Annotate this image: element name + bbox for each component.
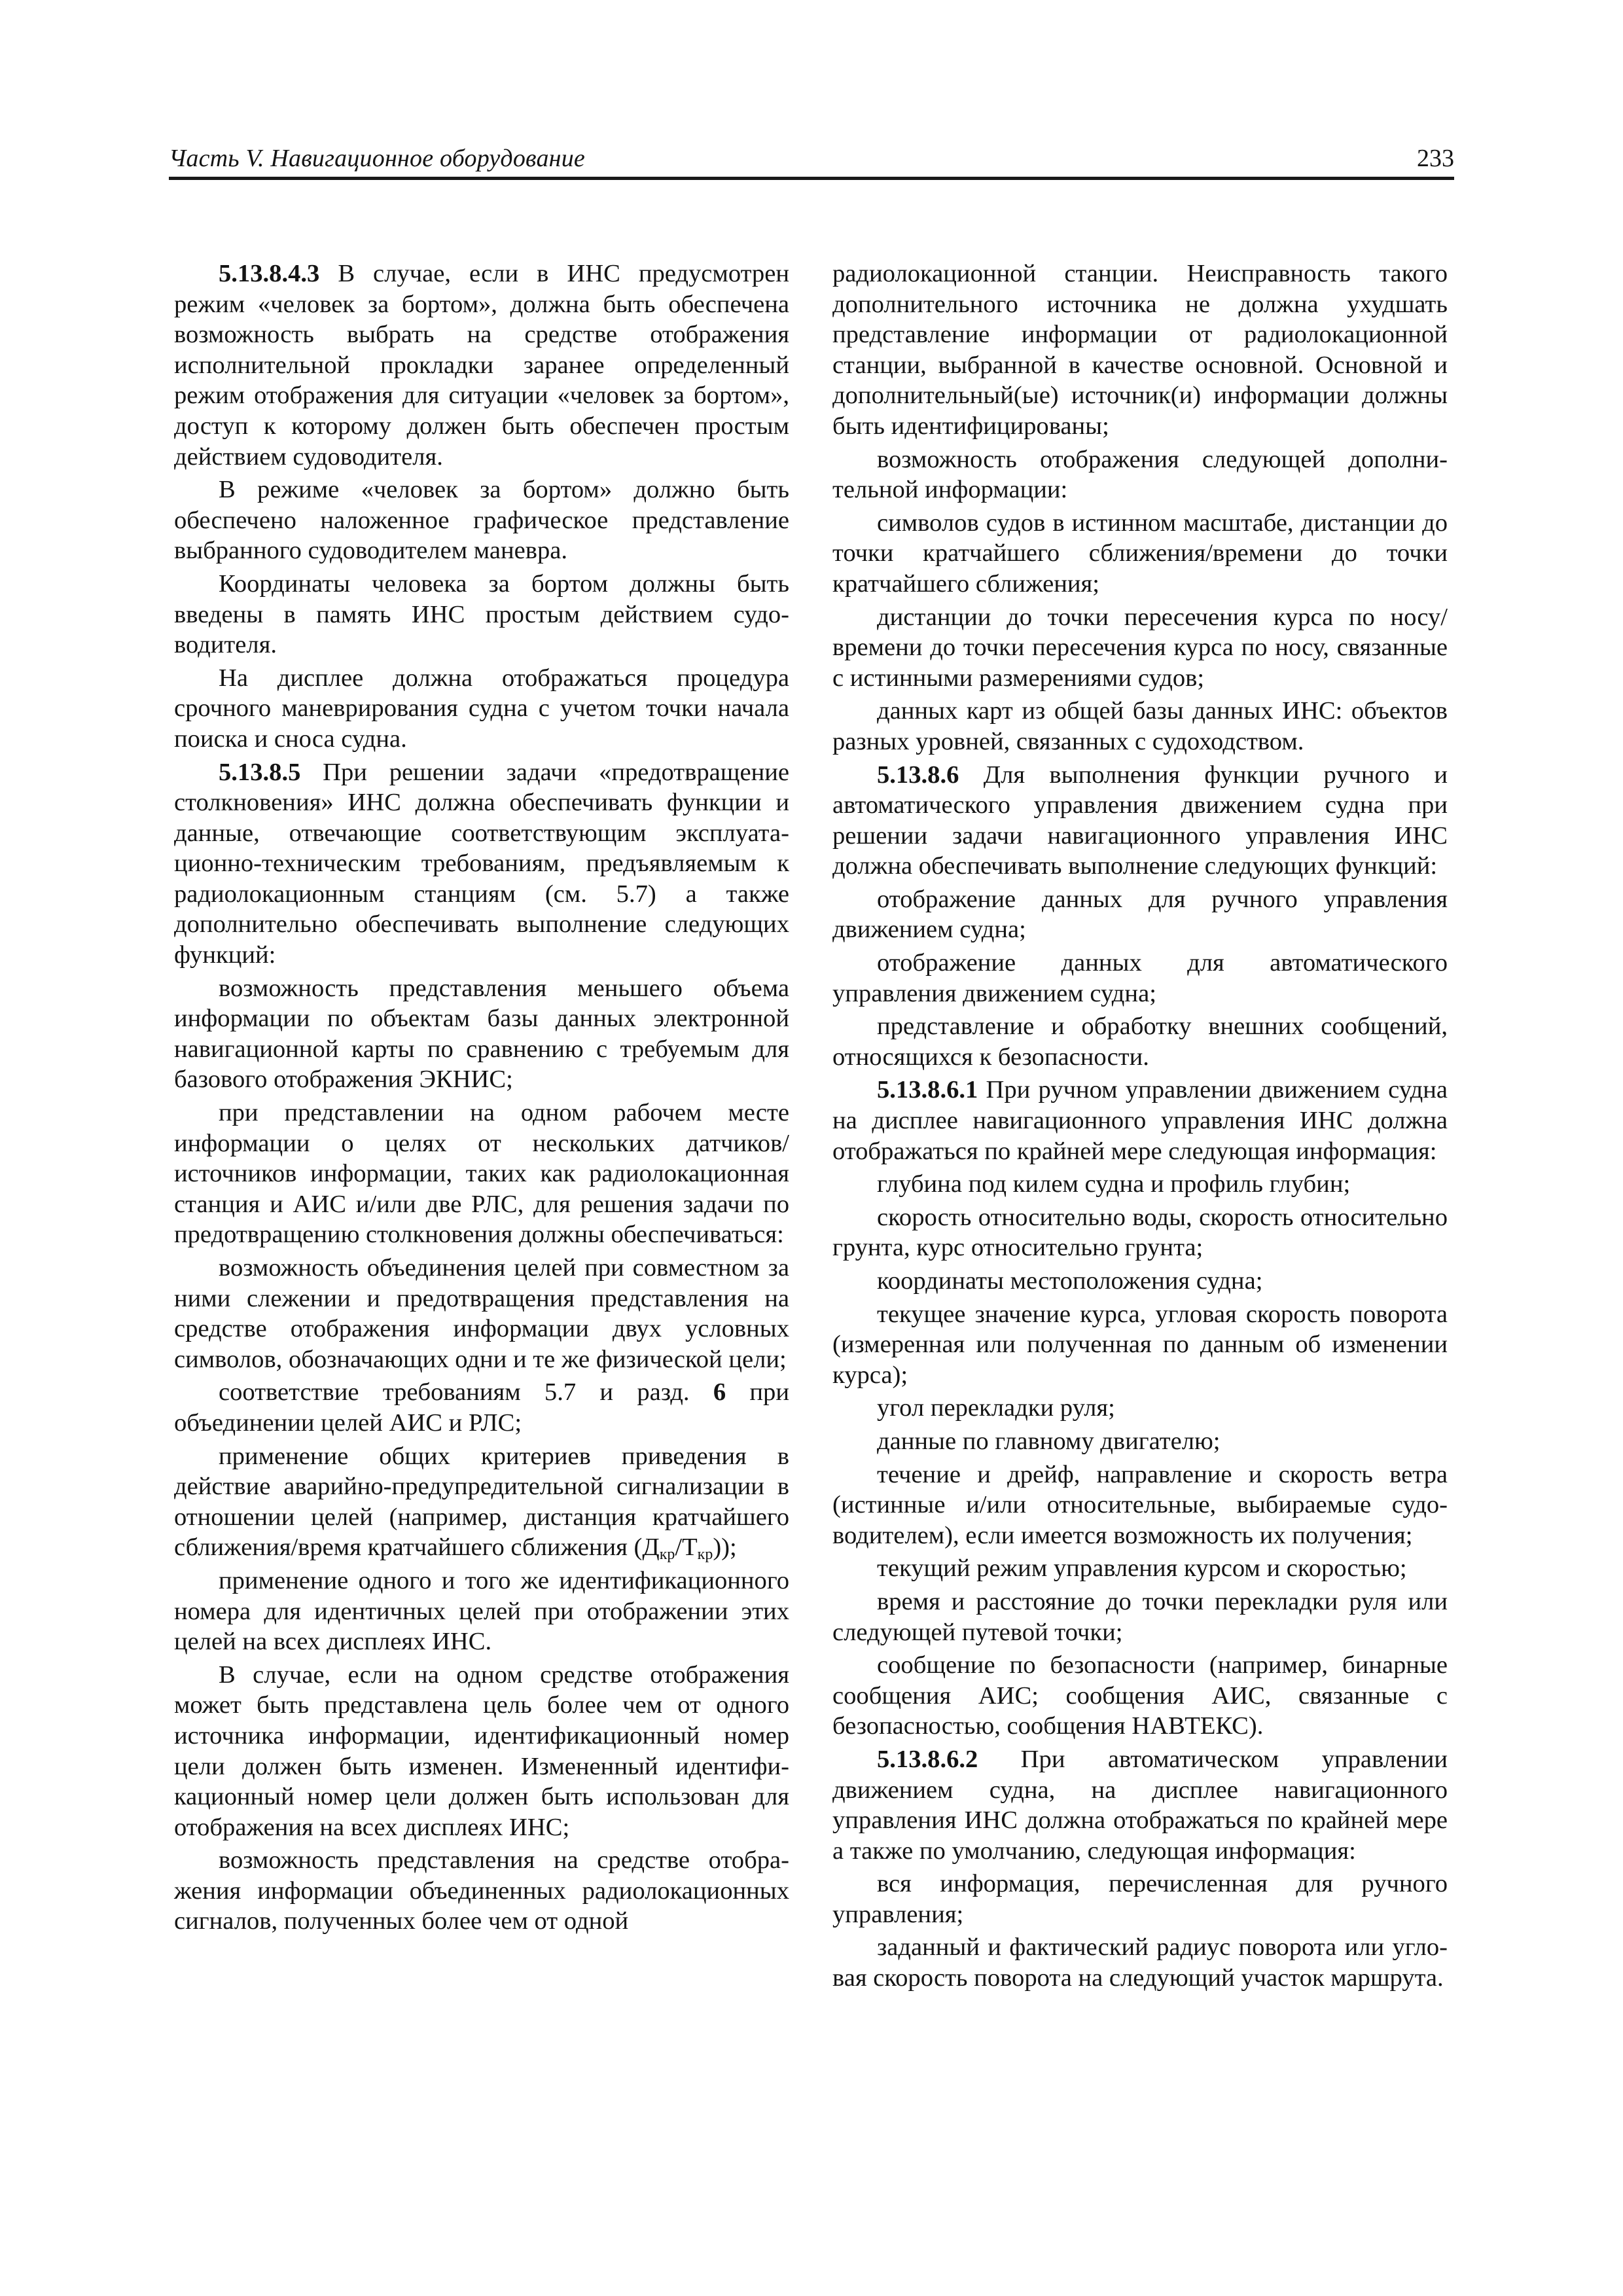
paragraph xyxy=(174,259,789,472)
paragraph xyxy=(832,760,1448,882)
paragraph: В случае, если на одном средстве отображения может быть представлена цель более чем от одного источника информации, идентификационный номер цели должен быть изменен. Измененный идентификационный номер цели должен быть использован для отображения на всех дисплеях ИНС; xyxy=(174,1660,789,1841)
paragraph: сообщение по безопасности (например, бинарные сообщения АИС; сообщения АИС, связанные с безопасностью, сообщения НАВТЕКС). xyxy=(832,1651,1448,1740)
paragraph-text: /Т xyxy=(675,1534,698,1562)
paragraph: возможность представления меньшего объема информации по объектам базы данных электронной навигационной карты по сравнению с требуемым для базового отображения ЭКНИС; xyxy=(174,974,789,1094)
paragraph: представление и обработку внешних сообщений, относящихся к безопасности. xyxy=(832,1013,1448,1071)
paragraph: данные по главному двигателю; xyxy=(877,1427,1221,1455)
section-number: 5.13.8.6.1 xyxy=(877,1076,978,1104)
section-number: 5.13.8.5 xyxy=(219,758,301,786)
paragraph-text: При решении задачи «предотвращение столкновения» ИНС должна обеспечивать функции и данные, отвечающие соответствующим эксплуатационно-техническим требованиям, предъявляемым к радиолокационным станциям (см. 5.7) а также дополнительно обеспечивать выполнение следующих функций: xyxy=(174,758,789,969)
paragraph: отображение данных для ручного управления движением судна; xyxy=(832,885,1448,944)
paragraph: течение и дрейф, направление и скорость ветра (истинные и/или относительные, выбираемые судоводителем), если имеется возможность их получения; xyxy=(832,1460,1448,1549)
subscript: кр xyxy=(697,1546,713,1564)
left-column xyxy=(174,259,789,1939)
paragraph: возможность представления на средстве отображения информации объединенных радиолокационных сигналов, полученных более чем от одной xyxy=(174,1846,789,1935)
paragraph: отображение данных для автоматического управления движением судна; xyxy=(832,949,1448,1007)
paragraph: время и расстояние до точки перекладки руля или следующей путевой точки; xyxy=(832,1587,1448,1646)
paragraph: скорость относительно воды, скорость относительно грунта, курс относительно грунта; xyxy=(832,1203,1448,1262)
section-number: 5.13.8.6 xyxy=(877,761,959,789)
section-number: 5.13.8.4.3 xyxy=(219,260,320,287)
paragraph: возможность отображения следующей дополнительной информации: xyxy=(832,445,1448,504)
subscript: кр xyxy=(659,1546,675,1564)
paragraph: возможность объединения целей при совместном за ними слежении и предотвращения представления на средстве отображения информации двух условных символов, обозначающих одни и те же физической цели; xyxy=(174,1254,789,1373)
paragraph xyxy=(174,1377,789,1438)
paragraph: В режиме «человек за бортом» должно быть обеспечено наложенное графическое представление выбранного судоводителем маневра. xyxy=(174,476,789,565)
paragraph-text: применение общих критериев приведения в действие аварийно-предупредительной сигнализации в отношении целей (например, дистанция кратчайшего сближения/время кратчайшего сближения (Д xyxy=(174,1442,789,1562)
running-header xyxy=(169,143,1454,180)
paragraph: применение одного и того же идентификационного номера для идентичных целей при отображении этих целей на всех дисплеях ИНС. xyxy=(174,1566,789,1656)
header-title: Часть V. Навигационное оборудование xyxy=(169,145,585,172)
paragraph: текущий режим управления курсом и скоростью; xyxy=(877,1554,1407,1583)
section-reference: 6 xyxy=(713,1378,726,1407)
paragraph-text: При автоматическом управлении движением судна, на дисплее навигационного управления ИНС должна отображаться по крайней мере а также по умолчанию, следующая информация: xyxy=(832,1745,1448,1865)
paragraph: при представлении на одном рабочем месте информации о целях от нескольких датчиков/ источников информации, таких как радиолокационная станция и АИС и/или две РЛС, для решения задачи по предотвращению столкновения должны обеспечиваться: xyxy=(174,1099,789,1249)
paragraph: координаты местоположения судна; xyxy=(877,1267,1263,1295)
paragraph: символов судов в истинном масштабе, дистанции до точки кратчайшего сближения/времени до точки кратчайшего сближения; xyxy=(832,509,1448,598)
paragraph: Координаты человека за бортом должны быть введены в память ИНС простым действием судоводителя. xyxy=(174,569,789,659)
paragraph: глубина под килем судна и профиль глубин; xyxy=(877,1170,1351,1198)
paragraph: радиолокационной станции. Неисправность такого дополнительного источника не должна ухудшать представление информации от радиолокационной станции, выбранной в качестве основной. Основной и дополнительный(ые) источник(и) информации должны быть идентифицированы; xyxy=(832,260,1448,440)
paragraph-text: )); xyxy=(713,1534,737,1562)
paragraph xyxy=(174,757,789,971)
paragraph: вся информация, перечисленная для ручного управления; xyxy=(832,1870,1448,1928)
paragraph: На дисплее должна отображаться процедура срочного маневрирования судна с учетом точки начала поиска и сноса судна. xyxy=(174,664,789,753)
section-number: 5.13.8.6.2 xyxy=(877,1745,978,1773)
paragraph: данных карт из общей базы данных ИНС: объектов разных уровней, связанных с судоходством. xyxy=(832,697,1448,755)
paragraph xyxy=(832,1744,1448,1866)
paragraph-text: При ручном управлении движением судна на дисплее навигационного управления ИНС должна отображаться по крайней мере следующая информация: xyxy=(832,1076,1448,1165)
paragraph: угол перекладки руля; xyxy=(877,1394,1115,1422)
paragraph: дистанции до точки пересечения курса по носу/ времени до точки пересечения курса по носу, связанные с истинными размерениями судов; xyxy=(832,603,1448,692)
paragraph xyxy=(832,1075,1448,1166)
paragraph-text: при объединении целей АИС и РЛС; xyxy=(174,1378,789,1437)
paragraph-text: В случае, если в ИНС предусмотрен режим «человек за бортом», должна быть обеспечена возможность выбрать на средстве отображения исполнительной прокладки заранее определенный режим отображения для ситуации «человек за бортом», доступ к которому должен быть обеспечен простым действием судоводителя. xyxy=(174,260,789,471)
paragraph: заданный и фактический радиус поворота или угловая скорость поворота на следующий участок маршрута. xyxy=(832,1933,1448,1992)
paragraph xyxy=(174,1441,789,1563)
page-number: 233 xyxy=(1417,145,1454,172)
right-column xyxy=(832,259,1448,1996)
paragraph-text: Для выполнения функции ручного и автоматического управления движением судна при решении задачи навигационного управления ИНС должна обеспечивать выполнение следующих функций: xyxy=(832,761,1448,880)
paragraph: текущее значение курса, угловая скорость поворота (измеренная или полученная по данным об изменении курса); xyxy=(832,1300,1448,1389)
paragraph-text: соответствие требованиям 5.7 и разд. xyxy=(219,1378,713,1407)
